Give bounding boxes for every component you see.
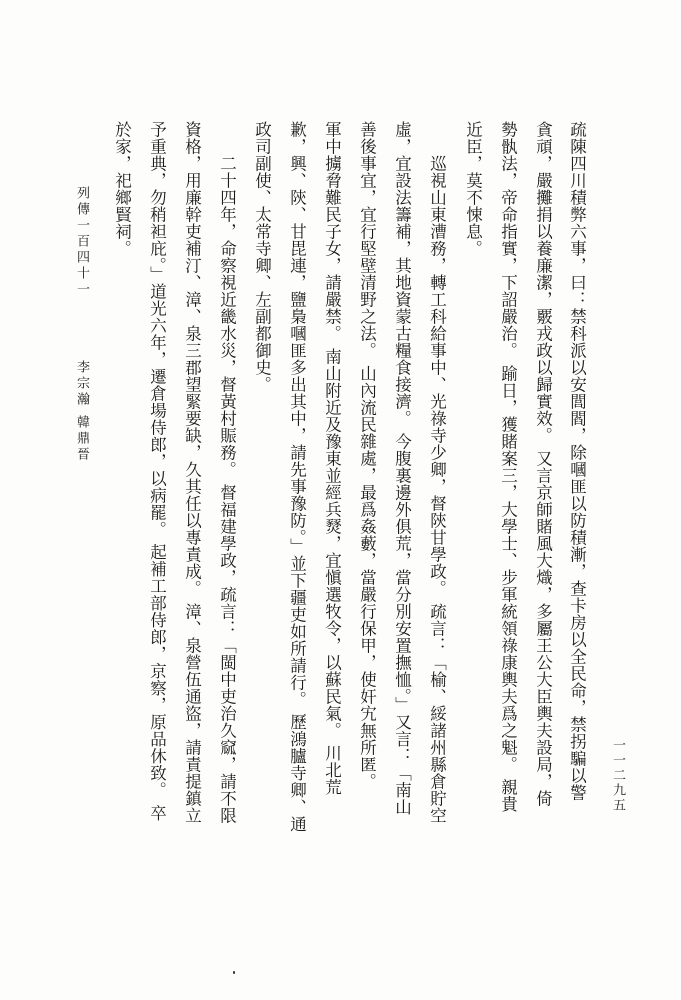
running-head-volume: 列傳一百四十一 xyxy=(74,186,89,298)
text-column: 疏陳四川積弊六事，曰：禁科派以安閭閻，除嘓匪以防積漸，查卡房以全民命，禁拐騙以警 xyxy=(567,121,587,801)
text-column: 政司副使、太常寺卿、左副都御史。 xyxy=(252,121,272,393)
text-column: 善後事宜，宜行堅壁清野之法。 山內流民雜處，最爲姦藪，當嚴行保甲，使奸宄無所匿。 xyxy=(357,121,377,790)
text-column: 貪頑，嚴攤捐以養廉潔，覈戎政以歸實效。 又言京師賭風大熾，多屬王公大臣輿夫設局，倚 xyxy=(533,121,553,807)
text-column: 巡視山東漕務，轉工科給事中、光祿寺少卿，督陝甘學政。 疏言：「榆、綏諸州縣倉貯空 xyxy=(427,121,447,824)
text-column: 勢骫法，帝命指實，下詔嚴治。 踰日，獲賭案三，大學士、步軍統領祿康輿夫爲之魁。 親貴 xyxy=(498,121,518,813)
text-column: 予重典，勿稍袒庇。」道光六年，遷倉場侍郎，以病罷。 起補工部侍郎，京察，原品休致。 卒 xyxy=(147,121,167,822)
text-column: 近臣，莫不悚息。 xyxy=(463,121,483,257)
text-column: 軍中擄脅難民子女，請嚴禁。 南山附近及豫東並經兵燹，宜愼選牧令，以蘇民氣。 川北荒 xyxy=(322,121,342,796)
print-speck xyxy=(233,971,235,974)
text-column: 歉，興、陝、甘毘連，鹽梟嘓匪多出其中，請先事豫防。」並下疆吏如所請行。 歷鴻臚寺卿、通 xyxy=(287,121,307,833)
running-head-names: 李宗瀚 韓鼎晉 xyxy=(74,360,89,464)
page-number: 一一二九五 xyxy=(610,738,625,813)
text-column: 虛，宜設法籌補，其地資蒙古糧食接濟。 今腹裏邊外俱荒，當分別安置撫恤。」又言：「南山 xyxy=(392,121,412,816)
text-column: 資格，用廉幹吏補汀、漳、泉三郡望緊要缺，久其任以專責成。 漳、泉營伍通盜，請責提鎮立 xyxy=(182,121,202,824)
text-column: 二十四年，命察視近畿水災，督黃村賑務。 督福建學政，疏言：「閩中吏治久窳，請不限 xyxy=(217,121,237,824)
text-column: 於家，祀鄉賢祠。 xyxy=(112,121,132,257)
